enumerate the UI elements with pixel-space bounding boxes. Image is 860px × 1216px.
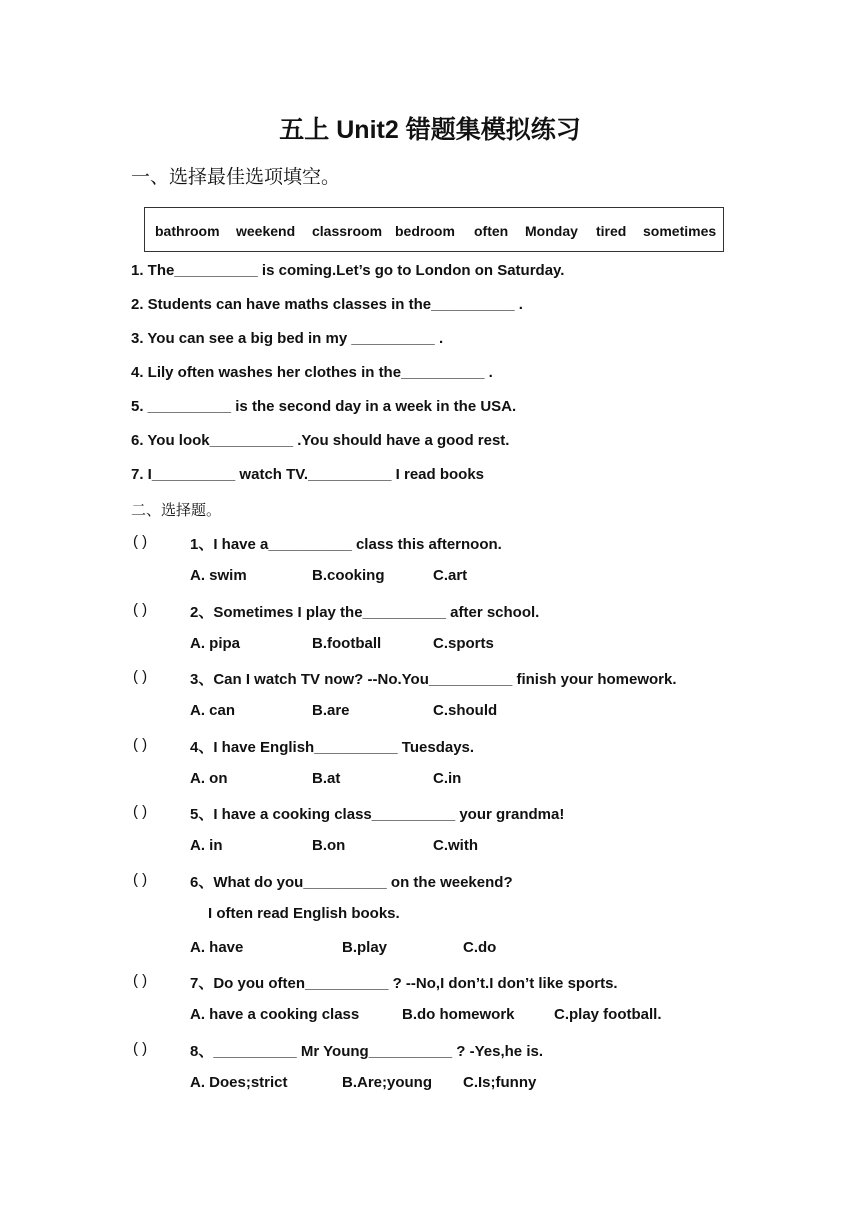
fill-blank-item: 6. You look__________ .You should have a good rest. <box>131 432 510 449</box>
fill-blank-item: 1. The__________ is coming.Let’s go to London on Saturday. <box>131 262 565 279</box>
question-text: 4、I have English__________ Tuesdays. <box>190 739 475 756</box>
question-text: 6、What do you__________ on the weekend? <box>190 874 513 891</box>
question-text: 3、Can I watch TV now? --No.You__________ finish your homework. <box>190 671 677 688</box>
option-a: A. in <box>190 837 223 854</box>
option-c: C.in <box>433 770 462 787</box>
option-c: C.Is;funny <box>463 1074 537 1091</box>
fill-blank-item: 2. Students can have maths classes in the__________ . <box>131 296 523 313</box>
option-b: B.at <box>312 770 341 787</box>
fill-blank-item: 5. __________ is the second day in a week in the USA. <box>131 398 517 415</box>
section1-heading: 一、选择最佳选项填空。 <box>131 167 341 188</box>
option-c: C.should <box>433 702 498 719</box>
answer-paren: ( ) <box>133 803 148 820</box>
option-b: B.are <box>312 702 350 719</box>
option-b: B.football <box>312 635 382 652</box>
section2-heading: 二、选择题。 <box>131 502 222 519</box>
question-text: 7、Do you often__________ ? --No,I don’t.I don’t like sports. <box>190 975 618 992</box>
answer-paren: ( ) <box>133 871 148 888</box>
question-text: 5、I have a cooking class__________ your grandma! <box>190 806 565 823</box>
answer-paren: ( ) <box>133 1040 148 1057</box>
word-bank-word: Monday <box>525 223 578 239</box>
word-bank-word: weekend <box>236 223 296 239</box>
option-b: B.Are;young <box>342 1074 432 1091</box>
fill-blank-item: 4. Lily often washes her clothes in the__________ . <box>131 364 493 381</box>
option-c: C.play football. <box>554 1006 662 1023</box>
option-a: A. have a cooking class <box>190 1006 360 1023</box>
word-bank-word: sometimes <box>643 223 717 239</box>
option-b: B.cooking <box>312 567 385 584</box>
option-a: A. on <box>190 770 228 787</box>
option-a: A. pipa <box>190 635 241 652</box>
word-bank-box <box>144 207 724 252</box>
question-text: 8、__________ Mr Young__________ ? -Yes,he is. <box>190 1043 543 1060</box>
word-bank-word: often <box>474 223 509 239</box>
option-b: B.do homework <box>402 1006 515 1023</box>
word-bank-word: tired <box>596 223 627 239</box>
option-b: B.play <box>342 939 388 956</box>
fill-blank-item: 3. You can see a big bed in my __________ . <box>131 330 444 347</box>
option-c: C.do <box>463 939 497 956</box>
word-bank-word: classroom <box>312 223 383 239</box>
option-a: A. swim <box>190 567 247 584</box>
option-a: A. can <box>190 702 236 719</box>
option-b: B.on <box>312 837 346 854</box>
answer-paren: ( ) <box>133 533 148 550</box>
answer-paren: ( ) <box>133 972 148 989</box>
question-text: 1、I have a__________ class this afternoon. <box>190 536 502 553</box>
page-title: 五上 Unit2 错题集模拟练习 <box>279 116 581 144</box>
fill-blank-item: 7. I__________ watch TV.__________ I read books <box>131 466 485 483</box>
question-extra-line: I often read English books. <box>208 905 400 922</box>
option-a: A. have <box>190 939 244 956</box>
option-c: C.with <box>433 837 478 854</box>
option-c: C.art <box>433 567 468 584</box>
word-bank-word: bedroom <box>395 223 455 239</box>
word-bank-word: bathroom <box>155 223 220 239</box>
answer-paren: ( ) <box>133 668 148 685</box>
question-text: 2、Sometimes I play the__________ after school. <box>190 604 540 621</box>
option-a: A. Does;strict <box>190 1074 288 1091</box>
option-c: C.sports <box>433 635 494 652</box>
answer-paren: ( ) <box>133 601 148 618</box>
answer-paren: ( ) <box>133 736 148 753</box>
